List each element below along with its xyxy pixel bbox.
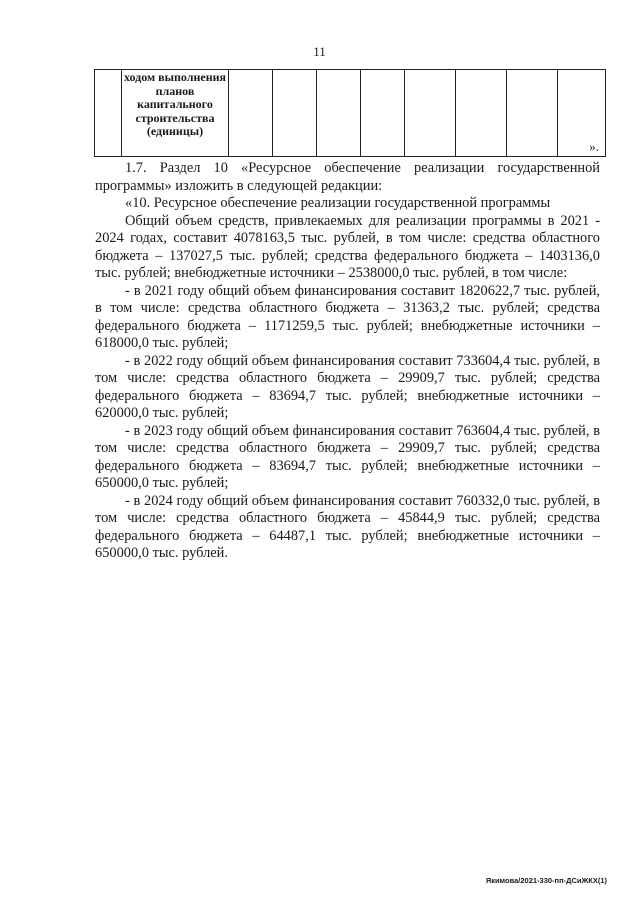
page-number: 11	[313, 44, 326, 59]
table-cell	[507, 70, 558, 157]
table-row	[95, 70, 606, 157]
section-amendment-paragraph: 1.7. Раздел 10 «Ресурсное обеспечение реализации государственной программы» изложить в следующей редакции:	[95, 160, 600, 194]
document-body	[95, 160, 600, 563]
table-cell	[405, 70, 456, 157]
funding-2021-paragraph: - в 2021 году общий объем финансирования составит 1820622,7 тыс. рублей, в том числе: средства областного бюджета – 31363,2 тыс. рублей; средства федерального бюджета – 1171259,5 тыс. рублей; внебюджетные источники – 618000,0 тыс. рублей;	[95, 282, 600, 351]
table-cell	[122, 70, 229, 157]
table-cell	[229, 70, 273, 157]
section-heading: «10. Ресурсное обеспечение реализации государственной программы	[125, 195, 551, 211]
total-funding-paragraph: Общий объем средств, привлекаемых для реализации программы в 2021 - 2024 годах, составит 4078163,5 тыс. рублей, в том числе: средства областного бюджета – 137027,5 тыс. рублей; средства федерального бюджета – 1403136,0 тыс. рублей; внебюджетные источники – 2538000,0 тыс. рублей, в том числе:	[95, 212, 600, 281]
funding-2024-paragraph: - в 2024 году общий объем финансирования составит 760332,0 тыс. рублей, в том числе: средства областного бюджета – 45844,9 тыс. рублей; средства федерального бюджета – 64487,1 тыс. рублей; внебюджетные источники – 650000,0 тыс. рублей.	[95, 492, 600, 561]
table-cell	[95, 70, 122, 157]
funding-2022-paragraph: - в 2022 году общий объем финансирования составит 733604,4 тыс. рублей, в том числе: средства областного бюджета – 29909,7 тыс. рублей; средства федерального бюджета – 83694,7 тыс. рублей; внебюджетные источники – 620000,0 тыс. рублей;	[95, 352, 600, 421]
footer-document-code: Якимова/2021-330-пп-ДСиЖКХ(1)	[485, 876, 607, 885]
table-cell	[273, 70, 317, 157]
closing-quote-mark: ».	[589, 139, 599, 154]
funding-2023-paragraph: - в 2023 году общий объем финансирования составит 763604,4 тыс. рублей, в том числе: средства областного бюджета – 29909,7 тыс. рублей; средства федерального бюджета – 83694,7 тыс. рублей; внебюджетные источники – 650000,0 тыс. рублей;	[95, 422, 600, 491]
table-cell	[317, 70, 361, 157]
table-cell	[558, 70, 606, 157]
table-cell	[361, 70, 405, 157]
indicator-name-cell: ходом выполнения планов капитального строительства (единицы)	[123, 70, 227, 139]
table-cell	[456, 70, 507, 157]
continued-table	[94, 69, 606, 157]
